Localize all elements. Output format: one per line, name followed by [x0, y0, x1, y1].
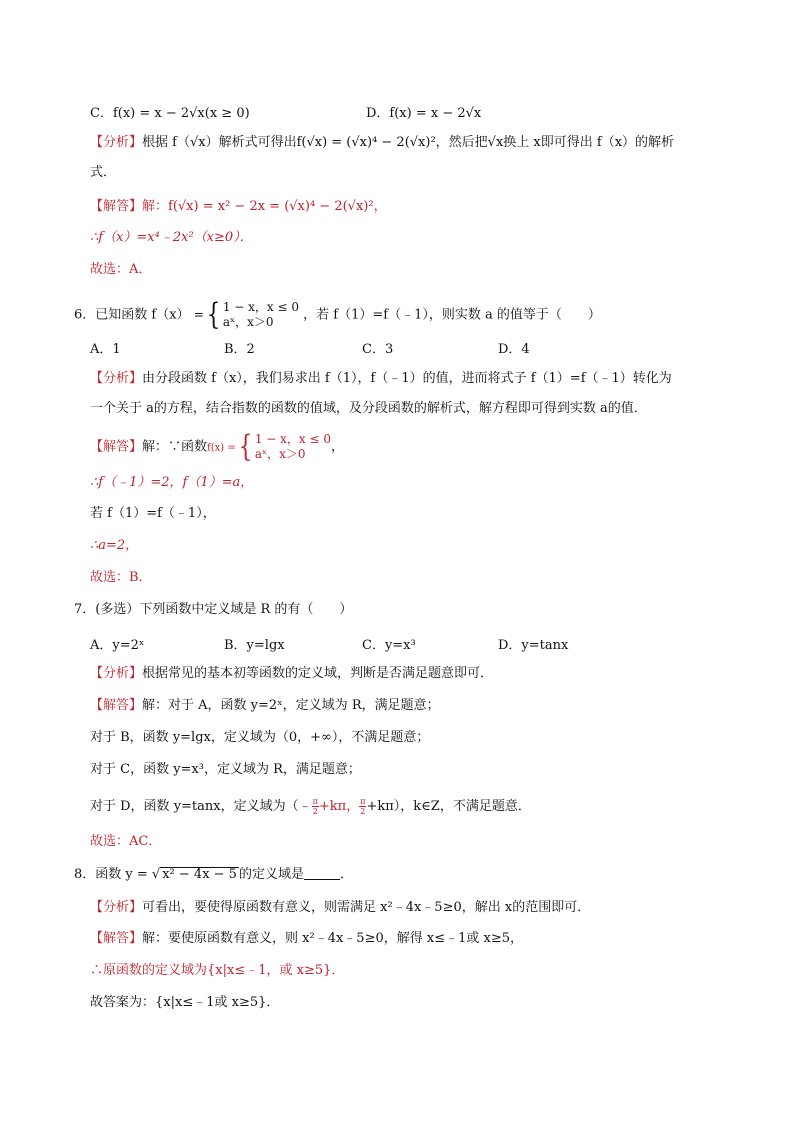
q8-stem-suffix: 的定义域是 — [238, 867, 304, 882]
answer-d-suffix: +kπ），k∈Z，不满足题意． — [366, 799, 531, 814]
q7-answer-b: 对于 B，函数 y=lgx，定义域为（0，+∞），不满足题意； — [90, 730, 430, 745]
analysis-label: 【分析】 — [90, 900, 143, 915]
answer-text: 解：f(√x) = x² − 2x = (√x)⁴ − 2(√x)²， — [142, 199, 387, 214]
analysis-label: 【分析】 — [90, 666, 143, 681]
q7-answer-a — [90, 697, 440, 715]
q8-analysis — [90, 899, 590, 917]
analysis-text: 根据 f（√x）解析式可得出f(√x) = (√x)⁴ − 2(√x)²，然后把√x换上 x即可得出 f（x）的解析 — [142, 135, 675, 150]
answer-d-mid-1: +kπ， — [318, 799, 360, 814]
analysis-label: 【分析】 — [90, 135, 143, 150]
answer-label: 【解答】 — [90, 698, 143, 713]
q6-choose: 故选：B． — [90, 570, 152, 585]
answer-piece-1: 1 − x，x ≤ 0 — [254, 432, 332, 446]
analysis-label: 【分析】 — [90, 371, 143, 386]
q6-piece-2: aˣ，x＞0 — [222, 315, 274, 329]
q7-option-d: D．y=tanx — [498, 638, 569, 653]
q6-analysis-2: 一个关于 a的方程，结合指数的函数的值域，及分段函数的解析式，解方程即可得到实数 a的值． — [90, 401, 647, 416]
analysis-text: 根据常见的基本初等函数的定义域，判断是否满足题意即可． — [142, 666, 494, 681]
q6-option-b: B．2 — [224, 342, 255, 357]
q7-stem: 7．(多选）下列函数中定义域是 R 的有（ ） — [74, 602, 353, 617]
q6-answer — [90, 429, 345, 464]
q7-answer-c: 对于 C，函数 y=x³，定义域为 R，满足题意； — [90, 762, 361, 777]
pi-over-two-fraction-2: $\frac{\pi}{2}$ — [360, 797, 366, 816]
q6-option-c: C．3 — [362, 342, 394, 357]
answer-piece-2: aˣ，x＞0 — [254, 447, 306, 461]
q7-option-b: B．y=lgx — [224, 638, 285, 653]
q6-stem-suffix: ，若 f（1）=f（﹣1），则实数 a 的值等于（ ） — [303, 307, 601, 323]
q6-line-2: 若 f（1）=f（﹣1）， — [90, 506, 216, 521]
answer-text: 解：要使原函数有意义，则 x²﹣4x﹣5≥0，解得 x≤﹣1或 x≥5， — [142, 931, 523, 946]
answer-d-prefix: 对于 D，函数 y=tanx，定义域为（﹣ — [90, 799, 312, 814]
q6-piece-1: 1 − x，x ≤ 0 — [222, 300, 300, 314]
q8-answer — [90, 930, 523, 948]
q6-line-1: ∴f（﹣1）=2，f（1）=a， — [90, 475, 254, 490]
q7-analysis — [90, 665, 493, 683]
q8-radicand: x² − 4x − 5 — [162, 867, 237, 882]
sqrt-symbol — [152, 867, 160, 882]
answer-prefix: 解：∵函数 — [142, 439, 208, 455]
q6-stem — [74, 297, 601, 332]
q6-option-d: D．4 — [498, 342, 530, 357]
answer-label: 【解答】 — [90, 439, 143, 455]
analysis-text: 由分段函数 f（x），我们易求出 f（1），f（﹣1）的值，进而将式子 f（1）=f（﹣1）转化为 — [142, 371, 672, 386]
q5-choose: 故选：A． — [90, 262, 152, 277]
q6-line-3: ∴a=2， — [90, 538, 139, 553]
answer-blank — [304, 867, 340, 880]
q7-option-a: A．y=2ˣ — [90, 638, 145, 653]
q5-option-d: D．f(x) = x − 2√x — [366, 106, 482, 121]
q6-stem-prefix: 6．已知函数 f（x） — [74, 307, 190, 323]
q7-option-c: C．y=x³ — [362, 638, 416, 653]
q8-stem: 8．函数 y = √ x² − 4x − 5 的定义域是 ． — [74, 866, 353, 884]
q7-answer-d — [90, 797, 531, 816]
answer-label: 【解答】 — [90, 199, 143, 214]
q6-piecewise: ={ 1 − x，x ≤ 0 aˣ，x＞0 — [193, 297, 300, 332]
q8-stem-prefix: 8．函数 y = — [74, 867, 148, 882]
q5-option-c: C．f(x) = x − 2√x(x ≥ 0) — [90, 106, 250, 121]
q7-choose: 故选：AC． — [90, 834, 162, 849]
q5-therefore: ∴f（x）=x⁴﹣2x²（x≥0）． — [90, 230, 253, 245]
answer-suffix: ， — [331, 439, 345, 455]
answer-label: 【解答】 — [90, 931, 143, 946]
q8-therefore: ∴原函数的定义域为{x|x≤﹣1，或 x≥5}． — [90, 963, 345, 978]
q6-option-a: A．1 — [90, 342, 121, 357]
q6-answer-piecewise: f(x) ={ 1 − x，x ≤ 0 aˣ，x＞0 — [207, 429, 332, 464]
pi-over-two-fraction: $\frac{\pi}{2}$ — [312, 797, 318, 816]
q5-answer — [90, 198, 387, 216]
q8-final-answer: 故答案为：{x|x≤﹣1或 x≥5}． — [90, 995, 280, 1010]
analysis-text: 可看出，要使得原函数有意义，则需满足 x²﹣4x﹣5≥0，解出 x的范围即可． — [142, 900, 591, 915]
answer-a-text: 解：对于 A，函数 y=2ˣ，定义域为 R，满足题意； — [142, 698, 440, 713]
q5-analysis — [90, 134, 674, 152]
q5-analysis-cont: 式． — [90, 165, 117, 180]
q6-analysis-1 — [90, 370, 672, 388]
